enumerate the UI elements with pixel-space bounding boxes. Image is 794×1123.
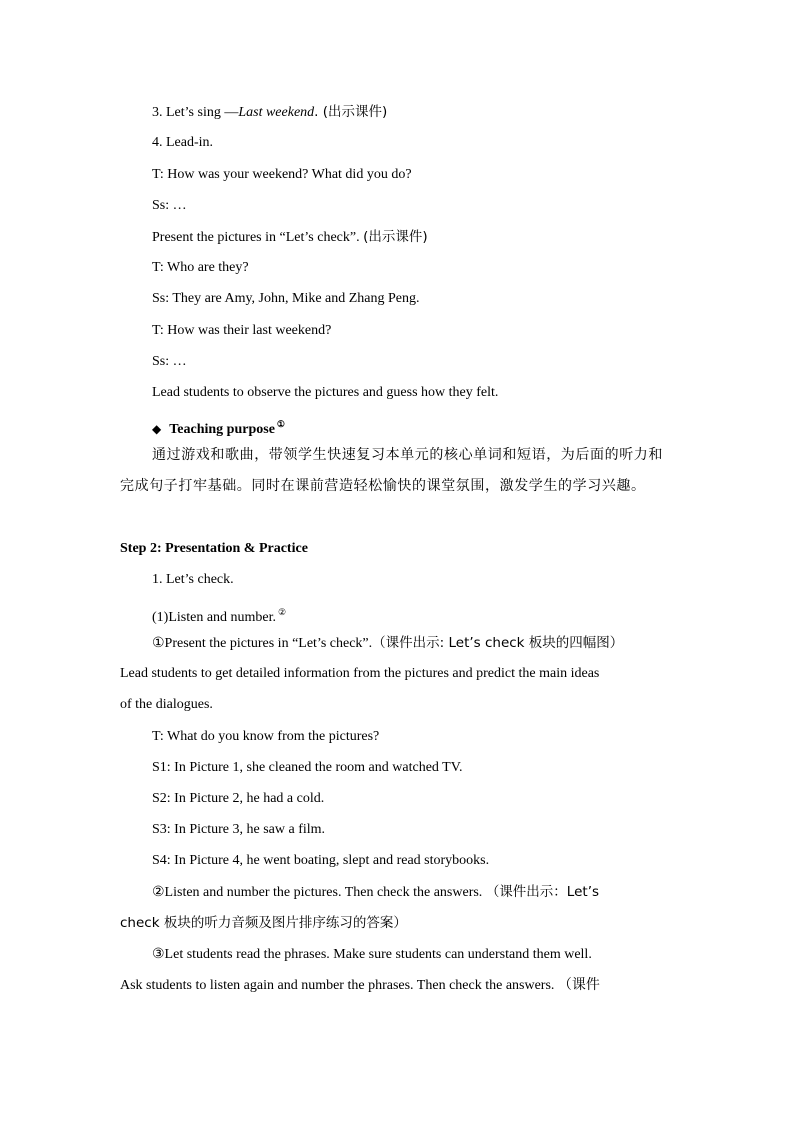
line-teacher-question: T: How was your weekend? What did you do?: [152, 167, 412, 182]
line-observe-pictures: Lead students to observe the pictures and guess how they felt.: [152, 385, 499, 400]
line-read-phrases: ③Let students read the phrases. Make sure students can understand them well.: [152, 947, 592, 962]
line-present-pictures-2: ①Present the pictures in “Let’s check”.（课件出示: Let’s check 板块的四幅图）: [152, 635, 624, 651]
line-lead-in: 4. Lead-in.: [152, 135, 214, 150]
line-who-are-they: T: Who are they?: [152, 260, 249, 275]
line-they-are: Ss: They are Amy, John, Mike and Zhang Peng.: [152, 291, 420, 306]
footnote-mark: ①: [276, 419, 285, 429]
footnote-mark-2: ②: [278, 607, 287, 617]
step2-heading: Step 2: Presentation & Practice: [120, 541, 308, 556]
line-their-weekend: T: How was their last weekend?: [152, 323, 332, 338]
line-present-pictures: Present the pictures in “Let’s check”. (出示课件): [152, 229, 428, 245]
line-s1: S1: In Picture 1, she cleaned the room and watched TV.: [152, 760, 463, 775]
line-detailed-info: Lead students to get detailed information from the pictures and predict the main ideas: [120, 666, 600, 681]
line-listen-number: (1)Listen and number. ②: [152, 607, 287, 625]
line-s4: S4: In Picture 4, he went boating, slept and read storybooks.: [152, 853, 490, 868]
line-s2: S2: In Picture 2, he had a cold.: [152, 791, 325, 806]
line-listen-again: Ask students to listen again and number the phrases. Then check the answers. （课件: [120, 978, 600, 993]
teaching-purpose-text: 通过游戏和歌曲，带领学生快速复习本单元的核心单词和短语，为后面的听力和完成句子打牢基础。同时在课前营造轻松愉快的课堂氛围，激发学生的学习兴趣。: [120, 447, 663, 494]
line-lets-check: 1. Let’s check.: [152, 572, 234, 587]
line-check-answers-note: check 板块的听力音频及图片排序练习的答案）: [120, 915, 407, 931]
line-listen-and-number: ②Listen and number the pictures. Then check the answers. （课件出示：Let’s: [152, 884, 600, 900]
line-s3: S3: In Picture 3, he saw a film.: [152, 822, 326, 837]
line-lets-sing: 3. Let’s sing —Last weekend. (出示课件): [152, 104, 388, 120]
line-students-answer-2: Ss: …: [152, 354, 187, 369]
line-what-do-you-know: T: What do you know from the pictures?: [152, 729, 380, 744]
line-students-answer: Ss: …: [152, 198, 187, 213]
line-dialogues: of the dialogues.: [120, 697, 213, 712]
diamond-bullet-icon: ◆: [152, 422, 162, 436]
teaching-purpose-heading: ◆ Teaching purpose ①: [152, 419, 285, 437]
